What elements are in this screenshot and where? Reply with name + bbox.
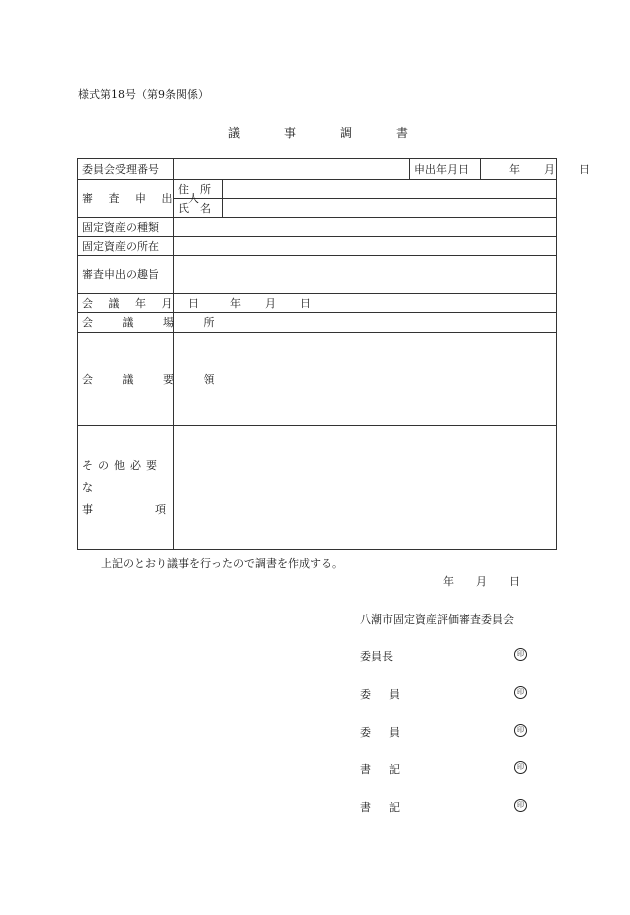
year-unit: 年 [509, 162, 520, 176]
purpose-label: 審査申出の趣旨 [78, 256, 174, 294]
asset-type-field[interactable] [174, 218, 557, 237]
signer-member-1 [360, 686, 418, 702]
other-matters-char: 項 [155, 502, 166, 516]
address-label: 住 所 [174, 180, 223, 199]
year-unit: 年 [230, 296, 241, 310]
month-unit: 月 [544, 162, 555, 176]
signer-member-2 [360, 724, 418, 740]
title-char: 事 [284, 126, 297, 140]
asset-location-field[interactable] [174, 237, 557, 256]
signer-title-char: 書 [360, 801, 371, 814]
signer-title-char: 委 [360, 688, 371, 701]
seal-icon: 印 [514, 724, 527, 737]
asset-type-label: 固定資産の種類 [78, 218, 174, 237]
signer-title-char: 書 [360, 763, 371, 776]
year-unit: 年 [443, 575, 454, 588]
other-matters-line1: その他必要な [82, 458, 162, 494]
seal-icon: 印 [514, 648, 527, 661]
minutes-form-table-body [77, 179, 557, 550]
receipt-number-label: 委員会受理番号 [78, 159, 174, 180]
other-matters-label [78, 426, 174, 550]
meeting-place-label: 会 議 場 所 [78, 313, 174, 333]
committee-name: 八潮市固定資産評価審査委員会 [360, 613, 514, 626]
other-matters-char: 事 [82, 502, 93, 516]
signer-title-char: 員 [389, 726, 400, 739]
seal-icon: 印 [514, 761, 527, 774]
application-date-label: 申出年月日 [410, 159, 481, 180]
day-unit: 日 [579, 162, 590, 176]
title-char: 議 [228, 126, 241, 140]
document-title [228, 124, 408, 141]
signature-date [443, 573, 520, 589]
seal-icon: 印 [514, 686, 527, 699]
title-char: 調 [340, 126, 353, 140]
day-unit: 日 [300, 296, 311, 310]
month-unit: 月 [476, 575, 487, 588]
meeting-summary-field[interactable] [174, 333, 557, 426]
signer-title: 委員長 [360, 650, 393, 663]
name-label: 氏 名 [174, 199, 223, 218]
asset-location-label: 固定資産の所在 [78, 237, 174, 256]
address-field[interactable] [223, 180, 557, 199]
meeting-date-field[interactable] [174, 294, 557, 313]
name-field[interactable] [223, 199, 557, 218]
signer-title-char: 員 [389, 688, 400, 701]
signer-title-char: 委 [360, 726, 371, 739]
day-unit: 日 [509, 575, 520, 588]
purpose-field[interactable] [174, 256, 557, 294]
closing-statement: 上記のとおり議事を行ったので調書を作成する。 [101, 557, 343, 570]
form-number: 様式第18号（第9条関係） [78, 88, 209, 101]
signer-chairperson [360, 648, 411, 664]
application-date-field[interactable] [481, 159, 590, 180]
title-char: 書 [396, 126, 409, 140]
minutes-form-table [77, 158, 590, 180]
other-matters-field[interactable] [174, 426, 557, 550]
signer-title-char: 記 [389, 763, 400, 776]
month-unit: 月 [265, 296, 276, 310]
signer-clerk-2 [360, 799, 418, 815]
meeting-date-label: 会 議 年 月 日 [78, 294, 174, 313]
meeting-summary-label: 会 議 要 領 [78, 333, 174, 426]
other-matters-line2 [82, 499, 166, 521]
signer-title-char: 記 [389, 801, 400, 814]
meeting-place-field[interactable] [174, 313, 557, 333]
receipt-number-field[interactable] [174, 159, 410, 180]
seal-icon: 印 [514, 799, 527, 812]
applicant-label: 審 査 申 出 人 [78, 180, 174, 218]
signer-clerk-1 [360, 761, 418, 777]
